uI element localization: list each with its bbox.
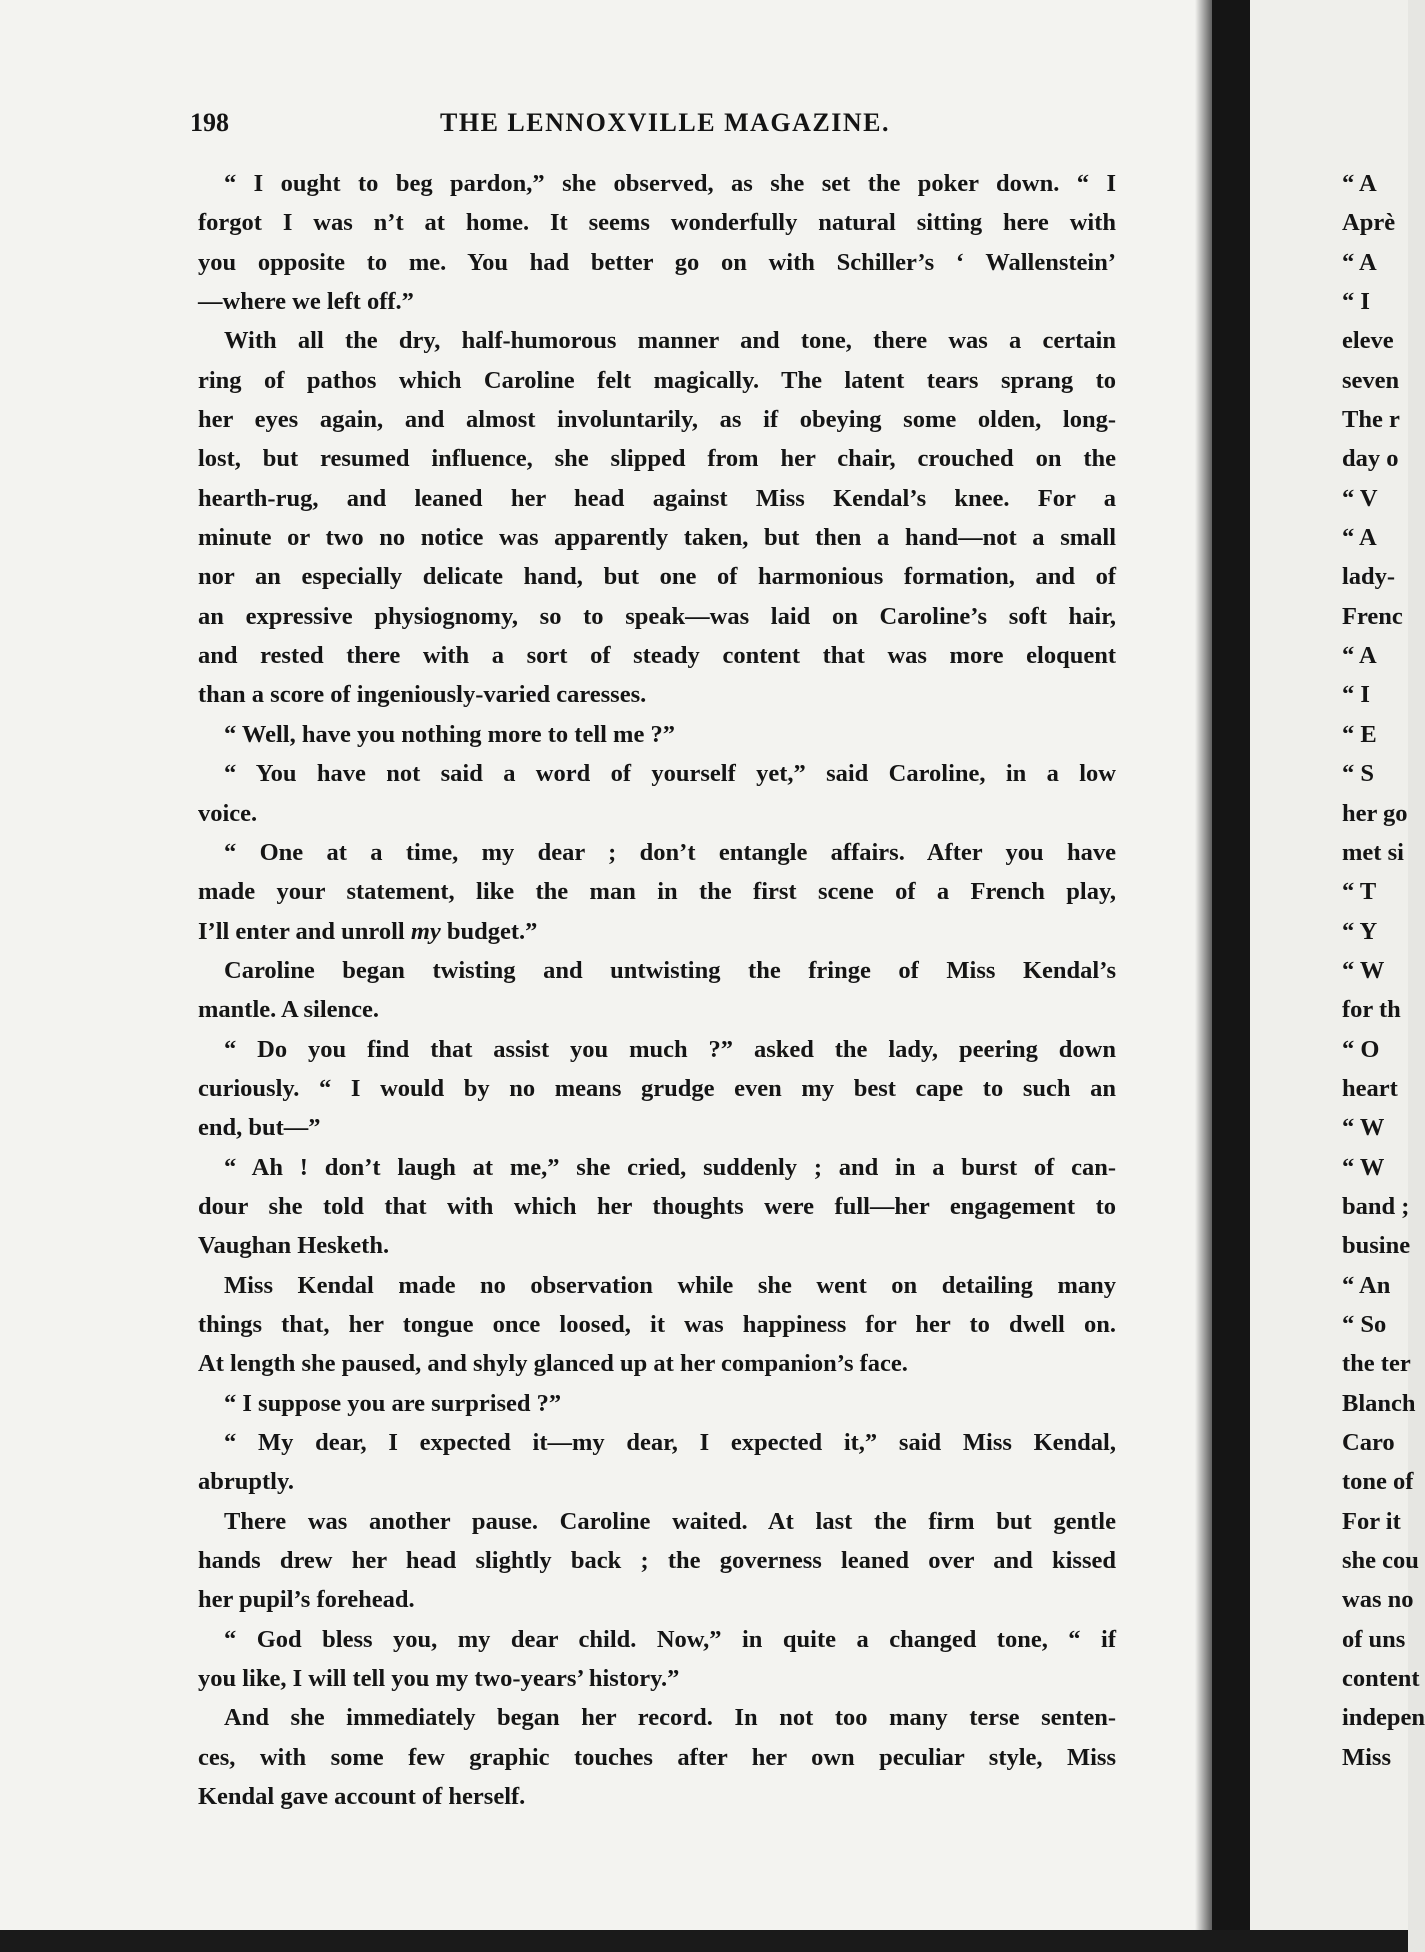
- text-line: made your statement, like the man in the first scene of a French play,: [198, 878, 1116, 906]
- paragraph: [198, 1423, 1116, 1502]
- budget-line-emphasis: my: [410, 917, 441, 945]
- text-line: “ You have not said a word of yourself yet,” said Caroline, in a low: [224, 760, 1116, 788]
- paragraph: [198, 1502, 1116, 1620]
- page-header: [190, 108, 1125, 148]
- text-line: With all the dry, half-humorous manner and tone, there was a certain: [224, 327, 1116, 355]
- budget-line-after: budget.”: [440, 917, 538, 945]
- right-page-line: lady-: [1342, 563, 1396, 591]
- right-page-line: “ I: [1342, 288, 1370, 316]
- paragraph: [198, 912, 1116, 951]
- text-line: forgot I was n’t at home. It seems wonderfully natural sitting here with: [198, 209, 1116, 237]
- text-line: you like, I will tell you my two-years’ history.”: [198, 1665, 680, 1693]
- text-line: mantle. A silence.: [198, 996, 380, 1024]
- text-line: her pupil’s forehead.: [198, 1586, 415, 1614]
- text-line: “ My dear, I expected it—my dear, I expected it,” said Miss Kendal,: [224, 1429, 1116, 1456]
- text-line: her eyes again, and almost involuntarily, as if obeying some olden, long-: [198, 406, 1116, 434]
- right-page-line: heart: [1342, 1074, 1398, 1102]
- text-line: Vaughan Hesketh.: [198, 1232, 390, 1260]
- right-page-line: was no: [1342, 1586, 1414, 1614]
- text-line: and rested there with a sort of steady content that was more eloquent: [198, 642, 1116, 670]
- right-page-text: [1342, 164, 1425, 1777]
- paragraph: [198, 1620, 1116, 1699]
- right-page-line: Aprè: [1342, 209, 1396, 237]
- right-page-line: she cou: [1342, 1547, 1419, 1575]
- text-line: curiously. “ I would by no means grudge even my best cape to such an: [198, 1074, 1116, 1102]
- right-page-line: “ T: [1342, 878, 1377, 906]
- right-page-line: “ A: [1342, 248, 1377, 276]
- right-page-line: “ W: [1342, 956, 1385, 984]
- text-line: lost, but resumed influence, she slipped from her chair, crouched on the: [198, 445, 1116, 473]
- right-page-line: “ O: [1342, 1035, 1380, 1063]
- text-line: “ God bless you, my dear child. Now,” in quite a changed tone, “ if: [224, 1625, 1116, 1653]
- text-line: “ Well, have you nothing more to tell me ?”: [224, 720, 675, 748]
- right-page-line: her go: [1342, 799, 1408, 827]
- text-line: end, but—”: [198, 1114, 321, 1142]
- right-page-line: day o: [1342, 445, 1399, 473]
- right-page-line: seven: [1342, 366, 1400, 394]
- right-page-line: “ A: [1342, 642, 1377, 670]
- text-line: —where we left off.”: [198, 288, 414, 316]
- text-line: voice.: [198, 799, 258, 827]
- paragraph: [198, 1148, 1116, 1266]
- paragraph: [198, 754, 1116, 833]
- text-line: And she immediately began her record. In not too many terse senten-: [224, 1704, 1116, 1732]
- text-line: “ Ah ! don’t laugh at me,” she cried, suddenly ; and in a burst of can-: [224, 1153, 1116, 1181]
- text-line: “ One at a time, my dear ; don’t entangle affairs. After you have: [224, 838, 1116, 866]
- text-line: hearth-rug, and leaned her head against Miss Kendal’s knee. For a: [198, 484, 1116, 512]
- right-page-line: “ E: [1342, 720, 1377, 748]
- bottom-edge: [0, 1930, 1408, 1952]
- right-page-line: the ter: [1342, 1350, 1411, 1378]
- right-page-line: Frenc: [1342, 602, 1403, 630]
- right-page-line: “ W: [1342, 1114, 1385, 1142]
- paragraph: [198, 1698, 1116, 1816]
- text-line: Caroline began twisting and untwisting the fringe of Miss Kendal’s: [224, 956, 1116, 984]
- text-line: minute or two no notice was apparently taken, but then a hand—not a small: [198, 524, 1116, 552]
- right-page-line: “ So: [1342, 1310, 1387, 1338]
- right-page-line: met si: [1342, 838, 1404, 866]
- text-line: ring of pathos which Caroline felt magically. The latent tears sprang to: [198, 366, 1116, 394]
- text-line: an expressive physiognomy, so to speak—was laid on Caroline’s soft hair,: [198, 602, 1116, 630]
- right-page-line: band ;: [1342, 1192, 1410, 1220]
- right-page-line: for th: [1342, 996, 1401, 1024]
- right-page-line: busine: [1342, 1232, 1411, 1260]
- text-line: things that, her tongue once loosed, it was happiness for her to dwell on.: [198, 1310, 1116, 1338]
- paragraph: [198, 1266, 1116, 1384]
- budget-line-before: I’ll enter and unroll: [198, 917, 411, 945]
- right-page-line: “ S: [1342, 760, 1375, 788]
- book-binding: [1212, 0, 1250, 1952]
- text-line: abruptly.: [198, 1468, 294, 1496]
- right-page-line: “ W: [1342, 1153, 1385, 1181]
- right-page-line: Miss: [1342, 1743, 1391, 1771]
- text-line: “ I ought to beg pardon,” she observed, as she set the poker down. “ I: [224, 170, 1116, 197]
- running-title: THE LENNOXVILLE MAGAZINE.: [440, 108, 890, 137]
- paragraph: [198, 833, 1116, 912]
- right-page-line: tone of: [1342, 1468, 1414, 1496]
- text-line: Kendal gave account of herself.: [198, 1783, 526, 1811]
- text-line: dour she told that with which her thoughts were full—her engagement to: [198, 1192, 1116, 1220]
- paragraph: [198, 1384, 1116, 1423]
- right-page-line: For it: [1342, 1507, 1401, 1535]
- paragraph: [198, 164, 1116, 321]
- text-line: than a score of ingeniously-varied caresses.: [198, 681, 647, 709]
- text-line: “ I suppose you are surprised ?”: [224, 1389, 562, 1417]
- text-line: There was another pause. Caroline waited. At last the firm but gentle: [224, 1507, 1116, 1535]
- text-line: [198, 912, 1116, 951]
- right-page-line: Caro: [1342, 1429, 1395, 1456]
- paragraph: [198, 321, 1116, 714]
- paragraph: [198, 951, 1116, 1030]
- right-page-line: “ A: [1342, 524, 1377, 552]
- text-line: nor an especially delicate hand, but one of harmonious formation, and of: [198, 563, 1116, 591]
- right-page-line: “ I: [1342, 681, 1370, 709]
- paragraph: [198, 715, 1116, 754]
- right-page-line: Blanch: [1342, 1389, 1416, 1417]
- text-line: “ Do you find that assist you much ?” asked the lady, peering down: [224, 1035, 1116, 1063]
- right-page-line: The r: [1342, 406, 1400, 434]
- text-line: hands drew her head slightly back ; the governess leaned over and kissed: [198, 1547, 1116, 1575]
- right-page-line: indepen: [1342, 1704, 1425, 1732]
- right-page-line: “ An: [1342, 1271, 1391, 1299]
- page-number: 198: [190, 108, 229, 137]
- paragraph: [198, 1030, 1116, 1148]
- right-page-line: “ V: [1342, 484, 1378, 512]
- right-page-line: eleve: [1342, 327, 1394, 355]
- right-page-line: “ Y: [1342, 917, 1378, 945]
- right-page-line: of uns: [1342, 1625, 1406, 1653]
- text-line: At length she paused, and shyly glanced up at her companion’s face.: [198, 1350, 908, 1378]
- text-line: Miss Kendal made no observation while she went on detailing many: [224, 1271, 1116, 1299]
- right-page-line: content: [1342, 1665, 1420, 1693]
- body-text: [198, 164, 1116, 1816]
- text-line: you opposite to me. You had better go on with Schiller’s ‘ Wallenstein’: [198, 248, 1116, 276]
- right-page-line: “ A: [1342, 170, 1377, 197]
- text-line: ces, with some few graphic touches after her own peculiar style, Miss: [198, 1743, 1116, 1771]
